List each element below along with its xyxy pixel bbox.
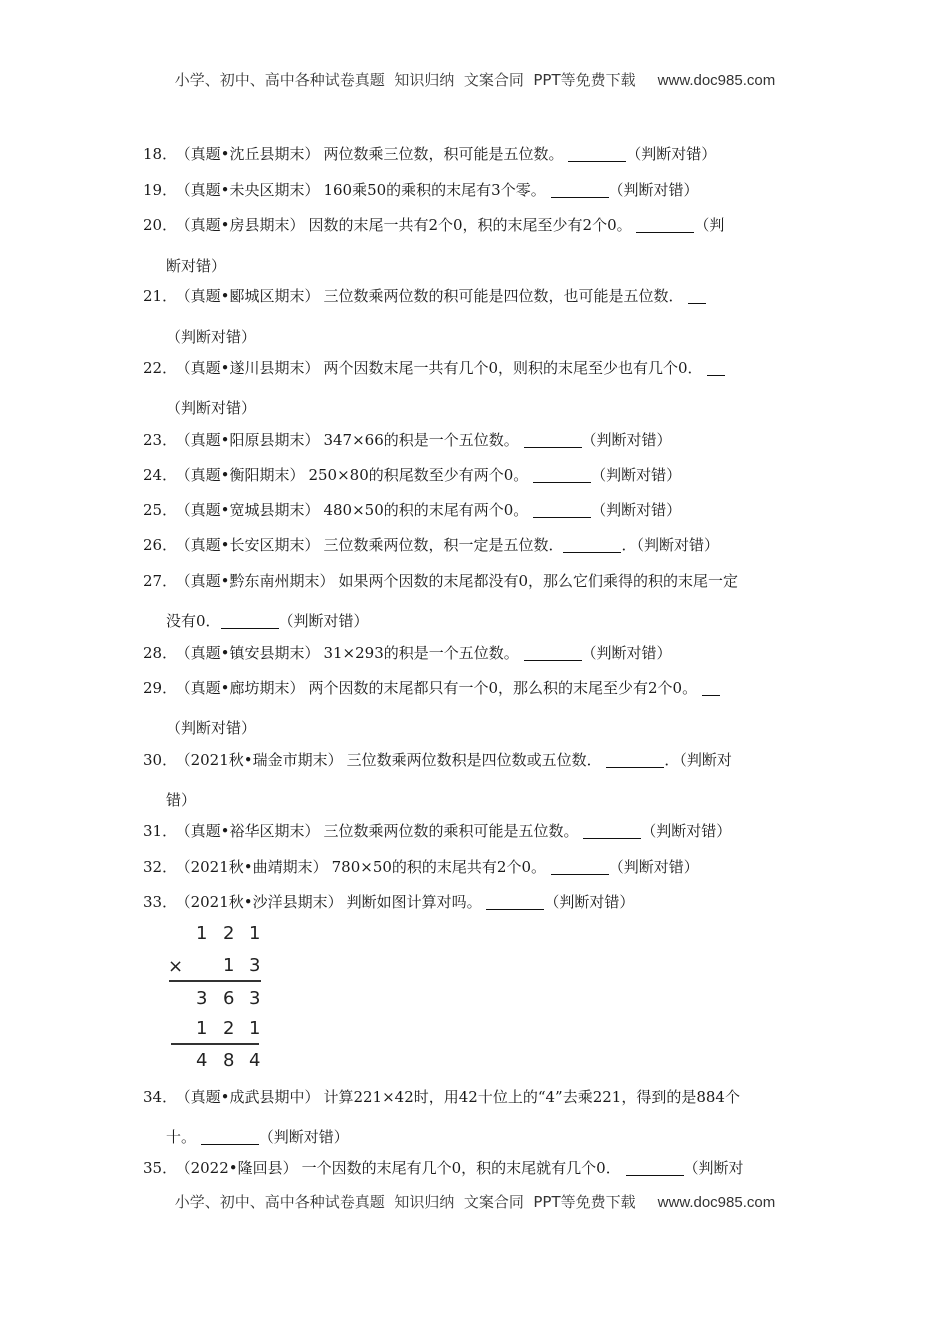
answer-blank[interactable] (221, 610, 279, 629)
digit: 1 (196, 1018, 208, 1039)
answer-blank[interactable] (563, 534, 621, 553)
digit: 8 (223, 1050, 235, 1071)
answer-blank[interactable] (606, 749, 664, 768)
answer-blank[interactable] (551, 179, 609, 198)
answer-blank[interactable] (707, 357, 725, 376)
answer-blank[interactable] (568, 143, 626, 162)
question-33: 33． （2021秋•沙洋县期末） 判断如图计算对吗。 （判断对错） (143, 893, 635, 911)
footer-text: 小学、初中、高中各种试卷真题 知识归纳 文案合同 PPT等免费下载 (174, 1193, 636, 1211)
question-24: 24． （真题•衡阳期末） 250×80的积尾数至少有两个0。 （判断对错） (143, 466, 682, 484)
question-27-continuation: 没有0． （判断对错） (166, 612, 369, 630)
question-23: 23． （真题•阳原县期末） 347×66的积是一个五位数。 （判断对错） (143, 431, 672, 449)
question-29-continuation: （判断对错） (166, 719, 257, 737)
digit: 3 (196, 988, 208, 1009)
digit: 3 (249, 988, 261, 1009)
answer-blank[interactable] (583, 820, 641, 839)
answer-blank[interactable] (524, 429, 582, 448)
answer-blank[interactable] (702, 677, 720, 696)
question-18: 18． （真题•沈丘县期末） 两位数乘三位数，积可能是五位数。 （判断对错） (143, 145, 717, 163)
digit: 1 (196, 923, 208, 944)
digit: 2 (223, 923, 235, 944)
digit: 6 (223, 988, 235, 1009)
multiply-sign: × (168, 956, 184, 977)
question-20: 20． （真题•房县期末） 因数的末尾一共有2个0，积的末尾至少有2个0。 （判 (143, 216, 725, 234)
question-28: 28． （真题•镇安县期末） 31×293的积是一个五位数。 （判断对错） (143, 644, 672, 662)
question-34-continuation: 十。 （判断对错） (166, 1128, 349, 1146)
answer-blank[interactable] (486, 891, 544, 910)
digit: 1 (223, 955, 235, 976)
question-31: 31． （真题•裕华区期末） 三位数乘两位数的乘积可能是五位数。 （判断对错） (143, 822, 732, 840)
question-21-continuation: （判断对错） (166, 328, 257, 346)
answer-blank[interactable] (524, 642, 582, 661)
digit: 1 (249, 923, 261, 944)
question-30: 30． （2021秋•瑞金市期末） 三位数乘两位数积是四位数或五位数． ．（判断对 (143, 751, 732, 769)
question-27: 27． （真题•黔东南州期末） 如果两个因数的末尾都没有0，那么它们乘得的积的末尾一定 (143, 572, 738, 590)
answer-blank[interactable] (688, 285, 706, 304)
question-35: 35． （2022•隆回县） 一个因数的末尾有几个0，积的末尾就有几个0． （判断对 (143, 1159, 744, 1177)
calc-line (171, 1043, 259, 1045)
answer-blank[interactable] (626, 1157, 684, 1176)
question-26: 26． （真题•长安区期末） 三位数乘两位数，积一定是五位数． ．（判断对错） (143, 536, 719, 554)
page-header (0, 69, 950, 90)
header-text: 小学、初中、高中各种试卷真题 知识归纳 文案合同 PPT等免费下载 (174, 71, 636, 89)
digit: 2 (223, 1018, 235, 1039)
header-site: www.doc985.com (657, 72, 776, 89)
page-footer (0, 1191, 950, 1212)
digit: 4 (249, 1050, 261, 1071)
question-30-continuation: 错） (166, 791, 197, 809)
question-22-continuation: （判断对错） (166, 399, 257, 417)
digit: 4 (196, 1050, 208, 1071)
footer-site: www.doc985.com (657, 1194, 776, 1211)
question-19: 19． （真题•未央区期末） 160乘50的乘积的末尾有3个零。 （判断对错） (143, 181, 699, 199)
question-34: 34． （真题•成武县期中） 计算221×42时，用42十位上的“4”去乘221，得到的是884个 (143, 1088, 740, 1106)
question-21: 21． （真题•郾城区期末） 三位数乘两位数的积可能是四位数，也可能是五位数． (143, 278, 808, 315)
question-29: 29． （真题•廊坊期末） 两个因数的末尾都只有一个0，那么积的末尾至少有2个0。 (143, 670, 808, 707)
digit: 1 (249, 1018, 261, 1039)
answer-blank[interactable] (201, 1126, 259, 1145)
question-20-continuation: 断对错） (166, 257, 227, 275)
question-25: 25． （真题•宽城县期末） 480×50的积的末尾有两个0。 （判断对错） (143, 501, 682, 519)
digit: 3 (249, 955, 261, 976)
question-22: 22． （真题•遂川县期末） 两个因数末尾一共有几个0，则积的末尾至少也有几个0． (143, 350, 808, 387)
answer-blank[interactable] (551, 856, 609, 875)
answer-blank[interactable] (636, 214, 694, 233)
answer-blank[interactable] (533, 464, 591, 483)
question-32: 32． （2021秋•曲靖期末） 780×50的积的末尾共有2个0。 （判断对错） (143, 858, 699, 876)
multiplication-figure (165, 922, 265, 1072)
answer-blank[interactable] (533, 499, 591, 518)
calc-line (169, 980, 261, 982)
